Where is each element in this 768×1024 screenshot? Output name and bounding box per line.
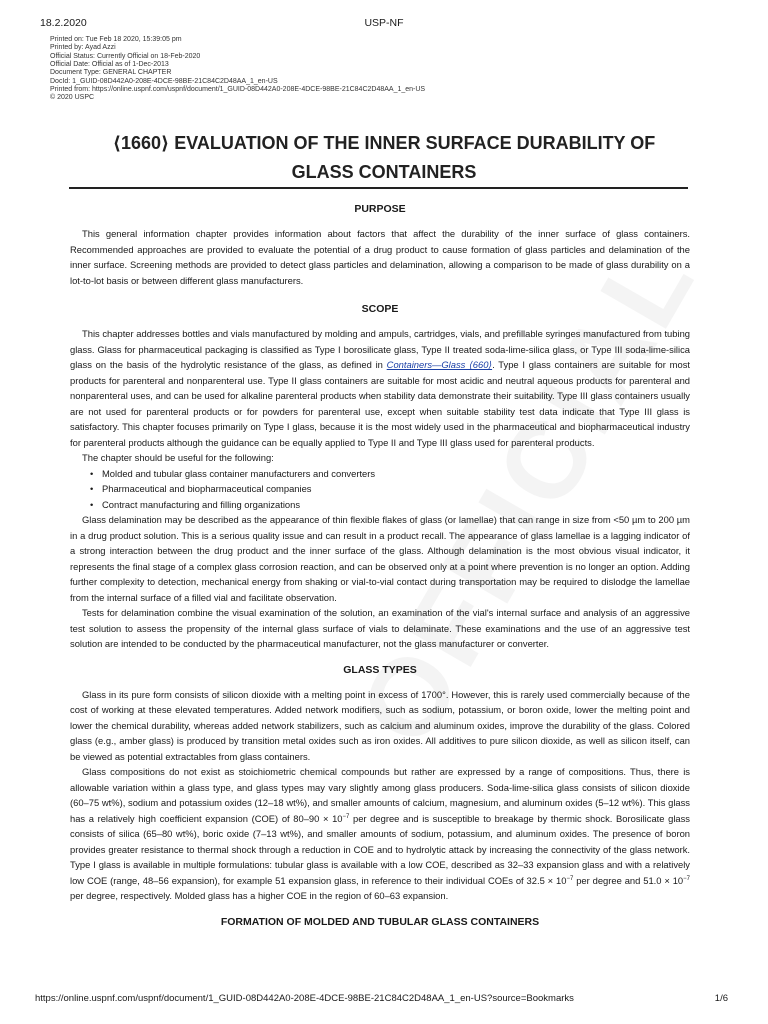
meta-doc-id: DocId: 1_GUID-08D442A0-208E-4DCE-98BE-21C84C2D48AA_1_en-US: [50, 77, 278, 85]
meta-official-status: Official Status: Currently Official on 18-Feb-2020: [50, 52, 201, 60]
scope-paragraph-1: This chapter addresses bottles and vials manufactured by molding and ampuls, cartridges, vials, and prefillable syringes manufactured from tubing glass. Glass for pharmaceutical packaging is classified as Type I borosilicate glass, Type II treated soda-lime-silica glass, or Type III soda-lime-silica glass on the basis of the hydrolytic resistance of the glass, as defined in Containers—Glass ⟨660⟩. Type I glass containers are suitable for most products for parenteral and nonparenteral use. Type II glass containers are suitable for most acidic and neutral aqueous products for parenteral and nonparenteral uses, and can be used for alkaline parenteral products when stability data demonstrate their suitability. Type III glass containers usually are not used for parenteral products or for powders for parenteral use, except when suitable stability test data indicate that Type III glass is satisfactory. This chapter focuses primarily on Type I glass, because it is the most widely used in the pharmaceutical and biopharmaceutical industry for parenteral products although the guidance can be equally applied to Type II and Type III glass used for parenteral products.: [70, 328, 690, 448]
purpose-heading: PURPOSE: [354, 203, 406, 215]
meta-document-type: Document Type: GENERAL CHAPTER: [50, 69, 172, 77]
meta-printed-from: Printed from: https://online.uspnf.com/uspnf/document/1_GUID-08D442A0-208E-4DCE-98BE-21C84C2D48AA_1_en-US: [50, 86, 426, 94]
audience-list: [70, 466, 690, 513]
site-name: USP-NF: [364, 17, 404, 29]
scope-paragraph-4: Tests for delamination combine the visual examination of the solution, an examination of the vial's internal surface and analysis of an aggressive test solution to assess the propensity of the internal glass surface of vials to delaminate. These examinations and the use of an aggressive test solution are intended to be conducted by the pharmaceutical manufacturer, not the glass manufacturer or converter.: [70, 607, 690, 649]
meta-printed-by: Printed by: Ayad Azzi: [50, 44, 116, 52]
page-title: [70, 129, 698, 187]
scope-paragraph-2: The chapter should be useful for the following:: [82, 452, 274, 463]
list-item: • Contract manufacturing and filling organizations: [102, 497, 690, 513]
print-metadata: [50, 36, 425, 103]
glass-types-heading: GLASS TYPES: [343, 663, 417, 676]
containers-glass-660-link[interactable]: Containers—Glass ⟨660⟩: [386, 359, 493, 370]
page-footer: [35, 993, 728, 1007]
glass-types-paragraph-1: Glass in its pure form consists of silicon dioxide with a melting point in excess of 1700°. However, this is rarely used commercially because of the cost of working at these elevated temperatures. Added network modifiers, such as sodium, potassium, or boron oxide, lower the melting point and lower the chemical durability, whereas added network stabilizers, such as calcium and aluminum oxides, improve the durability of the glass. Colored glass (e.g., amber glass) is produced by transition metal oxides such as iron oxides. All additives to pure silicon dioxide, as well as silicon itself, can be viewed as potential extractables from glass containers.: [70, 688, 690, 762]
page-header: [40, 17, 728, 31]
chapter-body: [70, 202, 690, 930]
print-date: 18.2.2020: [40, 17, 87, 29]
list-item: • Molded and tubular glass container manufacturers and converters: [102, 466, 690, 482]
scope-paragraph-3: Glass delamination may be described as the appearance of thin flexible flakes of glass (or lamellae) that can range in size from <50 µm to 200 µm in a drug product solution. This is a serious quality issue and can result in a product recall. The appearance of glass lamellae is a lagging indicator of a strong interaction between the drug product and the inner surface of the glass. Although delamination is the most obvious visual indicator, it represents the final stage of a complex glass corrosion reaction, and can be observed only at a point where prevention is no longer an option. Adding further complexity to detection, mechanical energy from shaking or vial-to-vial contact during transportation may be required to dislodge the lamellae from the internal surface of a filled vial and facilitate observation.: [70, 514, 690, 603]
title-line-2: GLASS CONTAINERS: [291, 162, 477, 182]
title-divider: [69, 187, 688, 189]
formation-heading: FORMATION OF MOLDED AND TUBULAR GLASS CONTAINERS: [220, 915, 540, 928]
meta-official-date: Official Date: Official as of 1-Dec-2013: [50, 61, 169, 69]
list-item: • Pharmaceutical and biopharmaceutical companies: [102, 481, 690, 497]
footer-url: https://online.uspnf.com/uspnf/document/1_GUID-08D442A0-208E-4DCE-98BE-21C84C2D48AA_1_en-US?source=Bookmarks: [35, 993, 574, 1004]
scope-heading: SCOPE: [361, 303, 399, 315]
title-line-1: ⟨1660⟩ EVALUATION OF THE INNER SURFACE DURABILITY OF: [112, 133, 656, 153]
purpose-paragraph: This general information chapter provides information about factors that affect the durability of the inner surface of glass containers. Recommended approaches are provided to evaluate the potential of a drug product to cause formation of glass particles and delamination of the inner surface. Screening methods are provided to detect glass particles and delamination, allowing a comparison to be made of glass durability on a lot-to-lot basis or between different glass manufacturers.: [70, 228, 690, 286]
meta-copyright: © 2020 USPC: [50, 94, 95, 102]
glass-types-paragraph-2: Glass compositions do not exist as stoichiometric chemical compounds but rather are expressed by a range of compositions. Thus, there is allowable variation within a glass type, and glass types may vary slightly among glass producers. Soda-lime-silica glass consists of silicon dioxide (60–75 wt%), sodium and potassium oxides (12–18 wt%), and smaller amounts of calcium, magnesium, and aluminum oxides (5–12 wt%). This glass has a relatively high coefficient expansion (COE) of $80-90 \times 10^{-7}$ per degree and is susceptible to breakage by thermic shock. Borosilicate glass consists of silica (65–80 wt%), boric oxide (7–13 wt%), and smaller amounts of sodium, potassium, and aluminum oxides. The presence of boron provides greater resistance to thermal shock through a reduction in COE and to hydrolytic attack by increasing the connectivity of the glass network. Type I glass is available in multiple formulations: tubular glass is available with a low COE, described as 32–33 expansion glass and with a relatively low COE (range, 48–56 expansion), for example 51 expansion glass, in reference to their individual COEs of $32.5 \times 10^{-7}$ per degree and $51.0 \times 10^{-7}$ per degree, respectively. Molded glass has a higher COE in the region of 60–63 expansion.: [70, 766, 690, 901]
meta-printed-on: Printed on: Tue Feb 18 2020, 15:39:05 pm: [50, 36, 182, 43]
page-number: 1/6: [714, 993, 728, 1004]
